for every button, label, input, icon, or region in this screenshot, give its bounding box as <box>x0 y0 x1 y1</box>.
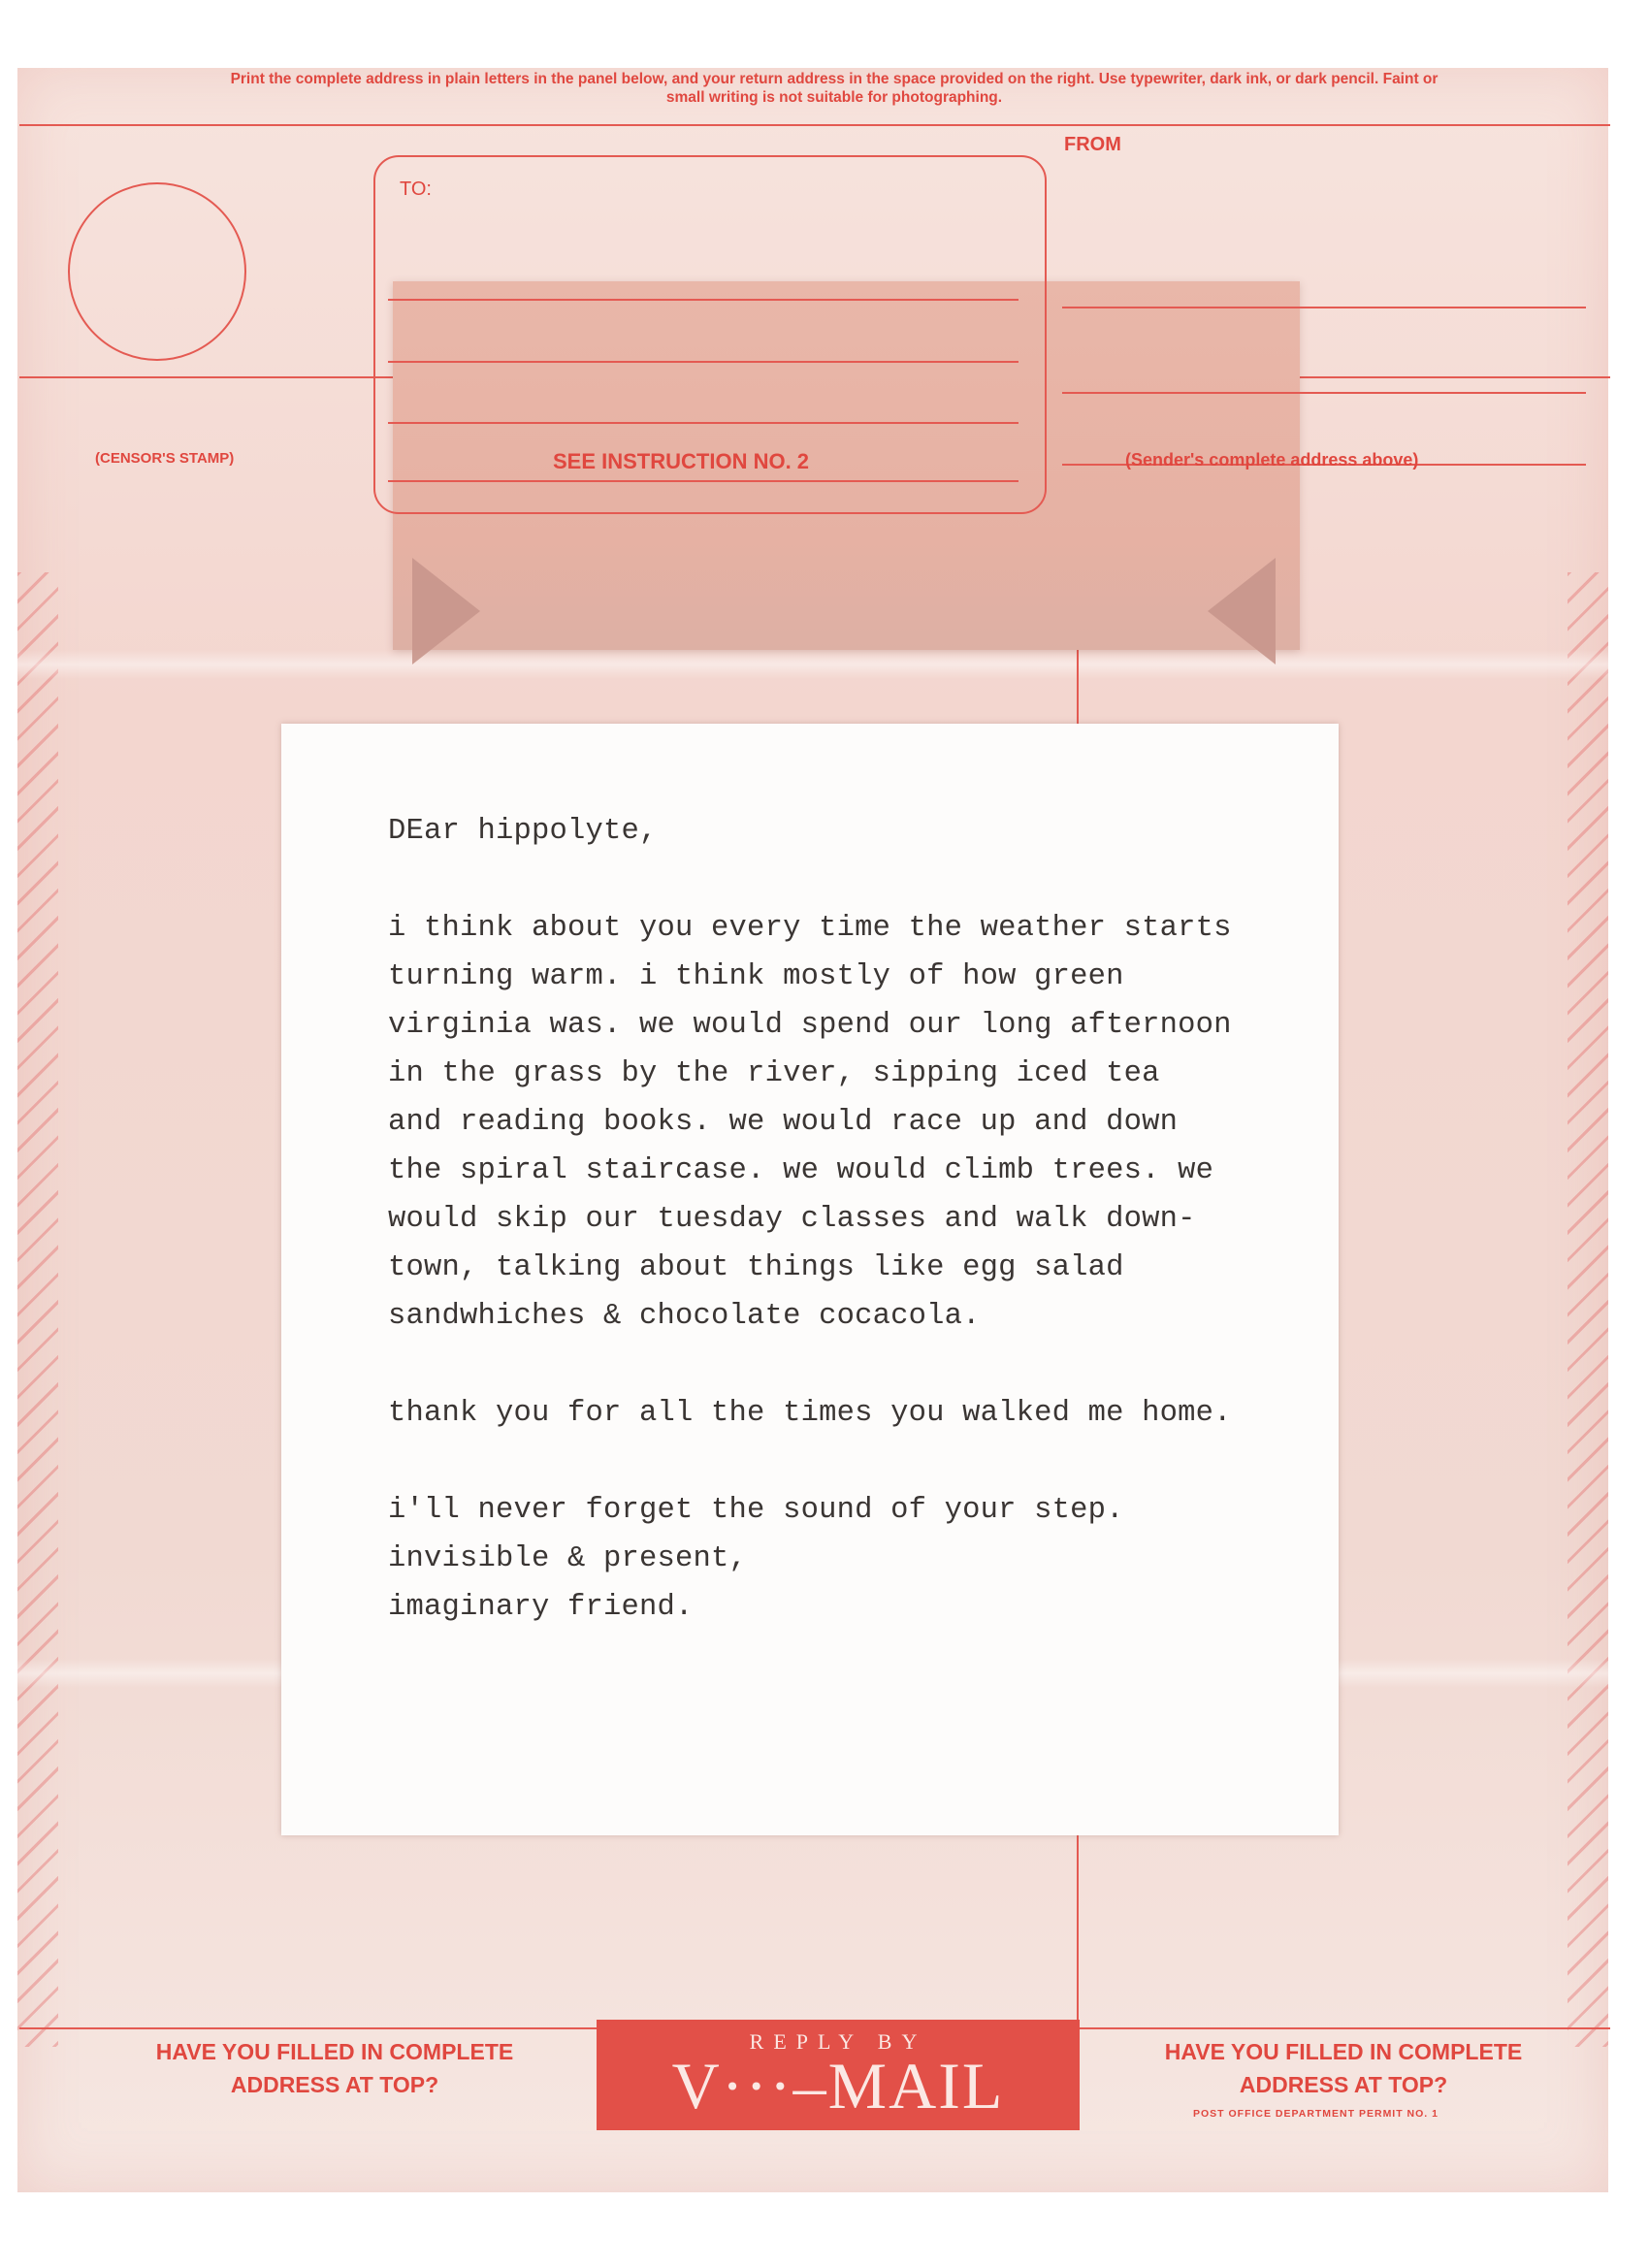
reminder-left <box>121 2035 548 2101</box>
letter-line: virginia was. we would spend our long afternoon <box>388 1009 1232 1042</box>
to-address-line <box>388 299 1018 301</box>
to-address-line <box>388 480 1018 482</box>
vmail-logo-text: V···–MAIL <box>671 2049 1005 2122</box>
letter-line: i'll never forget the sound of your step. <box>388 1494 1124 1527</box>
tab-corner-right <box>1208 558 1276 664</box>
reminder-right-line2: ADDRESS AT TOP? <box>1239 2072 1448 2097</box>
tab-corner-left <box>412 558 480 664</box>
letter-line: in the grass by the river, sipping iced tea <box>388 1057 1160 1090</box>
letter-line: would skip our tuesday classes and walk down- <box>388 1203 1196 1236</box>
permit-label: POST OFFICE DEPARTMENT PERMIT NO. 1 <box>1193 2108 1439 2120</box>
from-address-line <box>1062 392 1586 394</box>
letter-line: town, talking about things like egg salad <box>388 1251 1124 1284</box>
to-address-line <box>388 361 1018 363</box>
reply-by-label: REPLY BY <box>749 2029 927 2054</box>
letter-line: i think about you every time the weather starts <box>388 912 1232 945</box>
letter-line: invisible & present, <box>388 1542 748 1575</box>
address-instructions: Print the complete address in plain letters in the panel below, and your return address in the space provided on the right. Use typewriter, dark ink, or dark pencil. Faint or small writing is not suitable for photographing. <box>230 71 1439 106</box>
letter-signature: imaginary friend. <box>388 1591 694 1624</box>
right-hatched-border <box>1568 572 1608 2047</box>
scan-band <box>17 650 1608 679</box>
reminder-right-line1: HAVE YOU FILLED IN COMPLETE <box>1164 2039 1523 2064</box>
left-hatched-border <box>17 572 58 2047</box>
censor-stamp-label: (CENSOR'S STAMP) <box>95 450 235 467</box>
letter-line: turning warm. i think mostly of how green <box>388 960 1124 993</box>
to-address-line <box>388 422 1018 424</box>
to-label: TO: <box>400 178 432 200</box>
letter-closing <box>388 1486 1319 1632</box>
see-instruction-label: SEE INSTRUCTION NO. 2 <box>553 449 810 473</box>
top-divider <box>19 124 1610 126</box>
from-label: FROM <box>1064 134 1121 155</box>
letter-line: and reading books. we would race up and down <box>388 1106 1179 1139</box>
sender-address-note: (Sender's complete address above) <box>1125 450 1419 470</box>
reply-by-vmail-banner <box>597 2020 1080 2130</box>
letter-paragraph-2: thank you for all the times you walked me home. <box>388 1397 1232 1430</box>
from-address-line <box>1062 307 1586 308</box>
typed-letter <box>388 807 1319 1680</box>
censor-stamp-circle <box>68 182 246 361</box>
reminder-right <box>1130 2035 1557 2101</box>
reminder-left-line1: HAVE YOU FILLED IN COMPLETE <box>155 2039 514 2064</box>
letter-line: the spiral staircase. we would climb trees. we <box>388 1154 1214 1187</box>
reminder-left-line2: ADDRESS AT TOP? <box>230 2072 439 2097</box>
letter-paragraph-1 <box>388 904 1319 1341</box>
letter-salutation: DEar hippolyte, <box>388 815 658 848</box>
letter-line: sandwhiches & chocolate cocacola. <box>388 1300 981 1333</box>
